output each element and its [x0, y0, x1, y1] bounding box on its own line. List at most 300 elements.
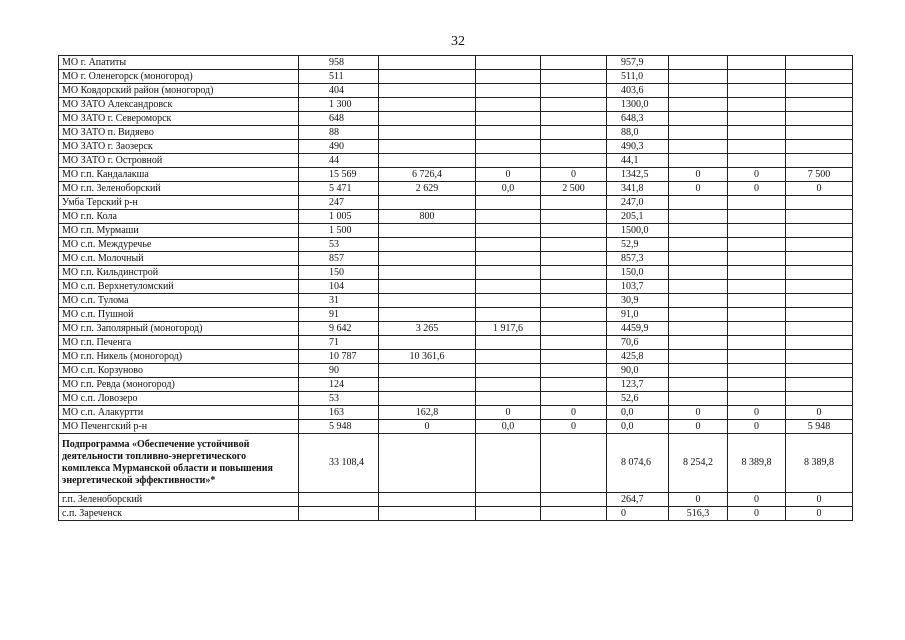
row-label-cell: МО г.п. Кильдинстрой: [59, 266, 299, 280]
value-cell-c4: 2 500: [541, 182, 607, 196]
value-cell-c7: [728, 280, 786, 294]
value-cell-c8: 0: [786, 493, 853, 507]
value-cell-c3: [476, 507, 541, 521]
value-cell-c2: [379, 98, 476, 112]
value-cell-c6: [669, 98, 728, 112]
value-cell-c3: 0: [476, 406, 541, 420]
value-cell-c8: [786, 84, 853, 98]
budget-table: [58, 55, 853, 521]
value-cell-c3: [476, 434, 541, 493]
value-cell-c1: 648: [299, 112, 379, 126]
value-cell-c1: 31: [299, 294, 379, 308]
value-cell-c6: [669, 308, 728, 322]
value-cell-c2: [379, 434, 476, 493]
value-cell-c4: [541, 238, 607, 252]
value-cell-c4: 0: [541, 420, 607, 434]
value-cell-c6: [669, 294, 728, 308]
value-cell-c2: [379, 392, 476, 406]
value-cell-c1: 9 642: [299, 322, 379, 336]
value-cell-c3: [476, 378, 541, 392]
value-cell-c4: [541, 140, 607, 154]
value-cell-c2: 2 629: [379, 182, 476, 196]
value-cell-c4: [541, 210, 607, 224]
row-label-cell: МО с.п. Верхнетуломский: [59, 280, 299, 294]
value-cell-c8: [786, 140, 853, 154]
table-row: [59, 350, 853, 364]
value-cell-c2: 3 265: [379, 322, 476, 336]
value-cell-c5: 4459,9: [607, 322, 669, 336]
value-cell-c3: [476, 294, 541, 308]
value-cell-c8: [786, 294, 853, 308]
value-cell-c1: 71: [299, 336, 379, 350]
value-cell-c1: 247: [299, 196, 379, 210]
value-cell-c1: 10 787: [299, 350, 379, 364]
value-cell-c3: [476, 126, 541, 140]
value-cell-c2: [379, 112, 476, 126]
table-row: [59, 238, 853, 252]
value-cell-c6: [669, 336, 728, 350]
table-row: [59, 252, 853, 266]
value-cell-c1: 490: [299, 140, 379, 154]
value-cell-c5: 123,7: [607, 378, 669, 392]
value-cell-c5: 648,3: [607, 112, 669, 126]
table-row: [59, 322, 853, 336]
value-cell-c3: [476, 493, 541, 507]
value-cell-c2: 10 361,6: [379, 350, 476, 364]
value-cell-c5: 0,0: [607, 406, 669, 420]
row-label-cell: МО Печенгский р-н: [59, 420, 299, 434]
value-cell-c7: [728, 350, 786, 364]
value-cell-c1: 15 569: [299, 168, 379, 182]
value-cell-c7: [728, 336, 786, 350]
value-cell-c8: [786, 280, 853, 294]
value-cell-c5: 205,1: [607, 210, 669, 224]
table-row: [59, 56, 853, 70]
value-cell-c2: [379, 266, 476, 280]
value-cell-c4: 0: [541, 168, 607, 182]
table-body: [59, 56, 853, 521]
value-cell-c8: [786, 266, 853, 280]
row-label-cell: МО г.п. Кола: [59, 210, 299, 224]
table-row: [59, 70, 853, 84]
value-cell-c6: [669, 252, 728, 266]
value-cell-c2: 162,8: [379, 406, 476, 420]
value-cell-c6: [669, 56, 728, 70]
table-row: [59, 112, 853, 126]
value-cell-c2: [379, 378, 476, 392]
value-cell-c5: 1500,0: [607, 224, 669, 238]
value-cell-c5: 425,8: [607, 350, 669, 364]
value-cell-c5: 0: [607, 507, 669, 521]
value-cell-c5: 88,0: [607, 126, 669, 140]
value-cell-c3: [476, 196, 541, 210]
value-cell-c3: [476, 140, 541, 154]
value-cell-c8: [786, 336, 853, 350]
value-cell-c4: [541, 364, 607, 378]
value-cell-c4: [541, 308, 607, 322]
table-row: [59, 196, 853, 210]
row-label-cell: МО г.п. Ревда (моногород): [59, 378, 299, 392]
table-row: [59, 140, 853, 154]
row-label-cell: МО г.п. Заполярный (моногород): [59, 322, 299, 336]
value-cell-c8: [786, 126, 853, 140]
table-row: [59, 336, 853, 350]
value-cell-c7: 0: [728, 507, 786, 521]
value-cell-c3: 0: [476, 168, 541, 182]
value-cell-c6: [669, 112, 728, 126]
value-cell-c8: 7 500: [786, 168, 853, 182]
row-label-cell: МО г.п. Кандалакша: [59, 168, 299, 182]
value-cell-c4: [541, 154, 607, 168]
value-cell-c3: 1 917,6: [476, 322, 541, 336]
value-cell-c8: 5 948: [786, 420, 853, 434]
value-cell-c5: 150,0: [607, 266, 669, 280]
value-cell-c3: [476, 154, 541, 168]
table-row: [59, 406, 853, 420]
value-cell-c2: [379, 507, 476, 521]
value-cell-c5: 8 074,6: [607, 434, 669, 493]
value-cell-c4: [541, 126, 607, 140]
value-cell-c4: [541, 392, 607, 406]
value-cell-c2: [379, 56, 476, 70]
value-cell-c6: [669, 364, 728, 378]
value-cell-c1: 1 300: [299, 98, 379, 112]
value-cell-c5: 403,6: [607, 84, 669, 98]
row-label-cell: МО с.п. Ловозеро: [59, 392, 299, 406]
value-cell-c4: [541, 70, 607, 84]
value-cell-c6: 0: [669, 168, 728, 182]
value-cell-c3: [476, 364, 541, 378]
table-row: [59, 392, 853, 406]
value-cell-c1: 33 108,4: [299, 434, 379, 493]
value-cell-c6: 0: [669, 493, 728, 507]
value-cell-c3: [476, 210, 541, 224]
value-cell-c6: [669, 70, 728, 84]
value-cell-c1: 511: [299, 70, 379, 84]
value-cell-c6: 0: [669, 406, 728, 420]
value-cell-c7: [728, 112, 786, 126]
value-cell-c3: [476, 98, 541, 112]
value-cell-c7: [728, 238, 786, 252]
row-label-cell: МО г.п. Зеленоборский: [59, 182, 299, 196]
value-cell-c2: [379, 280, 476, 294]
row-label-cell: Умба Терский р-н: [59, 196, 299, 210]
value-cell-c7: [728, 140, 786, 154]
value-cell-c7: 0: [728, 406, 786, 420]
value-cell-c3: [476, 308, 541, 322]
value-cell-c7: [728, 98, 786, 112]
budget-table-container: [58, 55, 853, 521]
value-cell-c8: 0: [786, 182, 853, 196]
table-row: [59, 210, 853, 224]
value-cell-c5: 52,6: [607, 392, 669, 406]
row-label-cell: МО ЗАТО п. Видяево: [59, 126, 299, 140]
value-cell-c4: [541, 266, 607, 280]
value-cell-c1: 88: [299, 126, 379, 140]
table-row: [59, 434, 853, 493]
value-cell-c2: [379, 364, 476, 378]
value-cell-c1: 53: [299, 238, 379, 252]
value-cell-c2: [379, 140, 476, 154]
row-label-cell: МО с.п. Корзуново: [59, 364, 299, 378]
value-cell-c2: [379, 252, 476, 266]
table-row: [59, 84, 853, 98]
value-cell-c4: [541, 507, 607, 521]
value-cell-c8: [786, 112, 853, 126]
value-cell-c2: [379, 493, 476, 507]
value-cell-c2: [379, 154, 476, 168]
value-cell-c2: [379, 224, 476, 238]
value-cell-c4: [541, 294, 607, 308]
value-cell-c7: [728, 266, 786, 280]
value-cell-c3: [476, 70, 541, 84]
value-cell-c7: [728, 126, 786, 140]
value-cell-c4: [541, 280, 607, 294]
value-cell-c3: 0,0: [476, 420, 541, 434]
value-cell-c8: [786, 322, 853, 336]
value-cell-c3: [476, 238, 541, 252]
value-cell-c1: 104: [299, 280, 379, 294]
value-cell-c1: 150: [299, 266, 379, 280]
value-cell-c2: [379, 294, 476, 308]
value-cell-c5: 1342,5: [607, 168, 669, 182]
value-cell-c3: [476, 56, 541, 70]
value-cell-c2: [379, 126, 476, 140]
value-cell-c6: [669, 140, 728, 154]
row-label-cell: МО с.п. Тулома: [59, 294, 299, 308]
row-label-cell: МО г.п. Печенга: [59, 336, 299, 350]
value-cell-c2: 800: [379, 210, 476, 224]
value-cell-c8: 0: [786, 507, 853, 521]
table-row: [59, 168, 853, 182]
value-cell-c7: [728, 322, 786, 336]
table-row: [59, 308, 853, 322]
value-cell-c1: 91: [299, 308, 379, 322]
value-cell-c6: [669, 350, 728, 364]
value-cell-c7: 0: [728, 493, 786, 507]
value-cell-c8: [786, 196, 853, 210]
value-cell-c6: [669, 378, 728, 392]
row-label-cell: МО г. Апатиты: [59, 56, 299, 70]
value-cell-c3: [476, 350, 541, 364]
value-cell-c5: 52,9: [607, 238, 669, 252]
value-cell-c5: 70,6: [607, 336, 669, 350]
value-cell-c7: [728, 294, 786, 308]
value-cell-c6: [669, 154, 728, 168]
value-cell-c6: [669, 196, 728, 210]
page-number: 32: [451, 34, 465, 49]
table-row: [59, 378, 853, 392]
value-cell-c5: 44,1: [607, 154, 669, 168]
value-cell-c6: [669, 280, 728, 294]
value-cell-c4: [541, 224, 607, 238]
value-cell-c7: [728, 224, 786, 238]
value-cell-c6: [669, 238, 728, 252]
row-label-cell: МО ЗАТО г. Островной: [59, 154, 299, 168]
value-cell-c1: 53: [299, 392, 379, 406]
value-cell-c1: 90: [299, 364, 379, 378]
value-cell-c8: [786, 364, 853, 378]
value-cell-c2: [379, 238, 476, 252]
value-cell-c3: [476, 266, 541, 280]
value-cell-c4: [541, 493, 607, 507]
value-cell-c5: 90,0: [607, 364, 669, 378]
value-cell-c1: 857: [299, 252, 379, 266]
value-cell-c8: [786, 252, 853, 266]
value-cell-c8: [786, 350, 853, 364]
value-cell-c5: 264,7: [607, 493, 669, 507]
row-label-cell: МО с.п. Алакуртти: [59, 406, 299, 420]
value-cell-c7: [728, 84, 786, 98]
table-row: [59, 294, 853, 308]
value-cell-c6: [669, 84, 728, 98]
value-cell-c3: [476, 252, 541, 266]
value-cell-c5: 857,3: [607, 252, 669, 266]
table-row: [59, 266, 853, 280]
value-cell-c1: 5 948: [299, 420, 379, 434]
value-cell-c3: [476, 336, 541, 350]
value-cell-c7: 0: [728, 168, 786, 182]
value-cell-c8: [786, 154, 853, 168]
value-cell-c6: 8 254,2: [669, 434, 728, 493]
value-cell-c7: [728, 154, 786, 168]
value-cell-c8: [786, 308, 853, 322]
row-label-cell: МО г. Оленегорск (моногород): [59, 70, 299, 84]
value-cell-c1: [299, 493, 379, 507]
row-label-cell: МО с.п. Молочный: [59, 252, 299, 266]
row-label-cell: МО г.п. Мурмаши: [59, 224, 299, 238]
value-cell-c7: [728, 392, 786, 406]
table-row: [59, 98, 853, 112]
value-cell-c5: 91,0: [607, 308, 669, 322]
value-cell-c1: 163: [299, 406, 379, 420]
row-label-cell: МО с.п. Пушной: [59, 308, 299, 322]
value-cell-c7: [728, 252, 786, 266]
value-cell-c4: [541, 322, 607, 336]
value-cell-c1: [299, 507, 379, 521]
table-row: [59, 493, 853, 507]
value-cell-c5: 103,7: [607, 280, 669, 294]
value-cell-c7: 8 389,8: [728, 434, 786, 493]
value-cell-c6: [669, 224, 728, 238]
value-cell-c5: 341,8: [607, 182, 669, 196]
table-row: [59, 182, 853, 196]
value-cell-c1: 958: [299, 56, 379, 70]
value-cell-c2: [379, 308, 476, 322]
value-cell-c3: [476, 84, 541, 98]
value-cell-c7: [728, 378, 786, 392]
table-row: [59, 126, 853, 140]
row-label-cell: МО ЗАТО г. Североморск: [59, 112, 299, 126]
value-cell-c3: [476, 112, 541, 126]
value-cell-c1: 44: [299, 154, 379, 168]
table-row: [59, 420, 853, 434]
value-cell-c5: 247,0: [607, 196, 669, 210]
row-label-cell: МО Ковдорский район (моногород): [59, 84, 299, 98]
value-cell-c7: [728, 364, 786, 378]
table-row: [59, 154, 853, 168]
value-cell-c7: [728, 70, 786, 84]
value-cell-c8: 8 389,8: [786, 434, 853, 493]
value-cell-c4: [541, 434, 607, 493]
value-cell-c3: [476, 224, 541, 238]
value-cell-c3: [476, 392, 541, 406]
value-cell-c5: 30,9: [607, 294, 669, 308]
row-label-cell: Подпрограмма «Обеспечение устойчивой деятельности топливно-энергетического комплекса Мурманской области и повышения энергетической эффективности»*: [59, 434, 299, 493]
row-label-cell: МО ЗАТО г. Заозерск: [59, 140, 299, 154]
table-row: [59, 364, 853, 378]
value-cell-c4: [541, 84, 607, 98]
value-cell-c6: 0: [669, 420, 728, 434]
row-label-cell: г.п. Зеленоборский: [59, 493, 299, 507]
value-cell-c6: [669, 392, 728, 406]
value-cell-c7: [728, 308, 786, 322]
value-cell-c6: 0: [669, 182, 728, 196]
value-cell-c4: [541, 196, 607, 210]
value-cell-c4: [541, 112, 607, 126]
value-cell-c6: 516,3: [669, 507, 728, 521]
value-cell-c4: [541, 378, 607, 392]
value-cell-c4: [541, 252, 607, 266]
value-cell-c8: [786, 392, 853, 406]
value-cell-c2: 0: [379, 420, 476, 434]
value-cell-c6: [669, 126, 728, 140]
value-cell-c4: 0: [541, 406, 607, 420]
value-cell-c8: [786, 378, 853, 392]
value-cell-c6: [669, 322, 728, 336]
value-cell-c1: 5 471: [299, 182, 379, 196]
value-cell-c5: 1300,0: [607, 98, 669, 112]
value-cell-c4: [541, 336, 607, 350]
value-cell-c4: [541, 56, 607, 70]
row-label-cell: МО ЗАТО Александровск: [59, 98, 299, 112]
value-cell-c8: [786, 238, 853, 252]
value-cell-c8: [786, 224, 853, 238]
table-row: [59, 224, 853, 238]
value-cell-c1: 124: [299, 378, 379, 392]
value-cell-c8: [786, 56, 853, 70]
value-cell-c7: [728, 196, 786, 210]
value-cell-c6: [669, 210, 728, 224]
value-cell-c3: 0,0: [476, 182, 541, 196]
value-cell-c6: [669, 266, 728, 280]
table-row: [59, 280, 853, 294]
row-label-cell: МО г.п. Никель (моногород): [59, 350, 299, 364]
value-cell-c1: 1 005: [299, 210, 379, 224]
value-cell-c7: 0: [728, 182, 786, 196]
value-cell-c8: 0: [786, 406, 853, 420]
row-label-cell: МО с.п. Междуречье: [59, 238, 299, 252]
value-cell-c2: 6 726,4: [379, 168, 476, 182]
value-cell-c5: 0,0: [607, 420, 669, 434]
value-cell-c2: [379, 196, 476, 210]
value-cell-c5: 957,9: [607, 56, 669, 70]
value-cell-c1: 404: [299, 84, 379, 98]
value-cell-c4: [541, 350, 607, 364]
value-cell-c8: [786, 98, 853, 112]
value-cell-c2: [379, 84, 476, 98]
value-cell-c8: [786, 210, 853, 224]
value-cell-c2: [379, 70, 476, 84]
row-label-cell: с.п. Зареченск: [59, 507, 299, 521]
value-cell-c7: 0: [728, 420, 786, 434]
value-cell-c8: [786, 70, 853, 84]
value-cell-c1: 1 500: [299, 224, 379, 238]
value-cell-c7: [728, 210, 786, 224]
value-cell-c3: [476, 280, 541, 294]
value-cell-c5: 490,3: [607, 140, 669, 154]
table-row: [59, 507, 853, 521]
